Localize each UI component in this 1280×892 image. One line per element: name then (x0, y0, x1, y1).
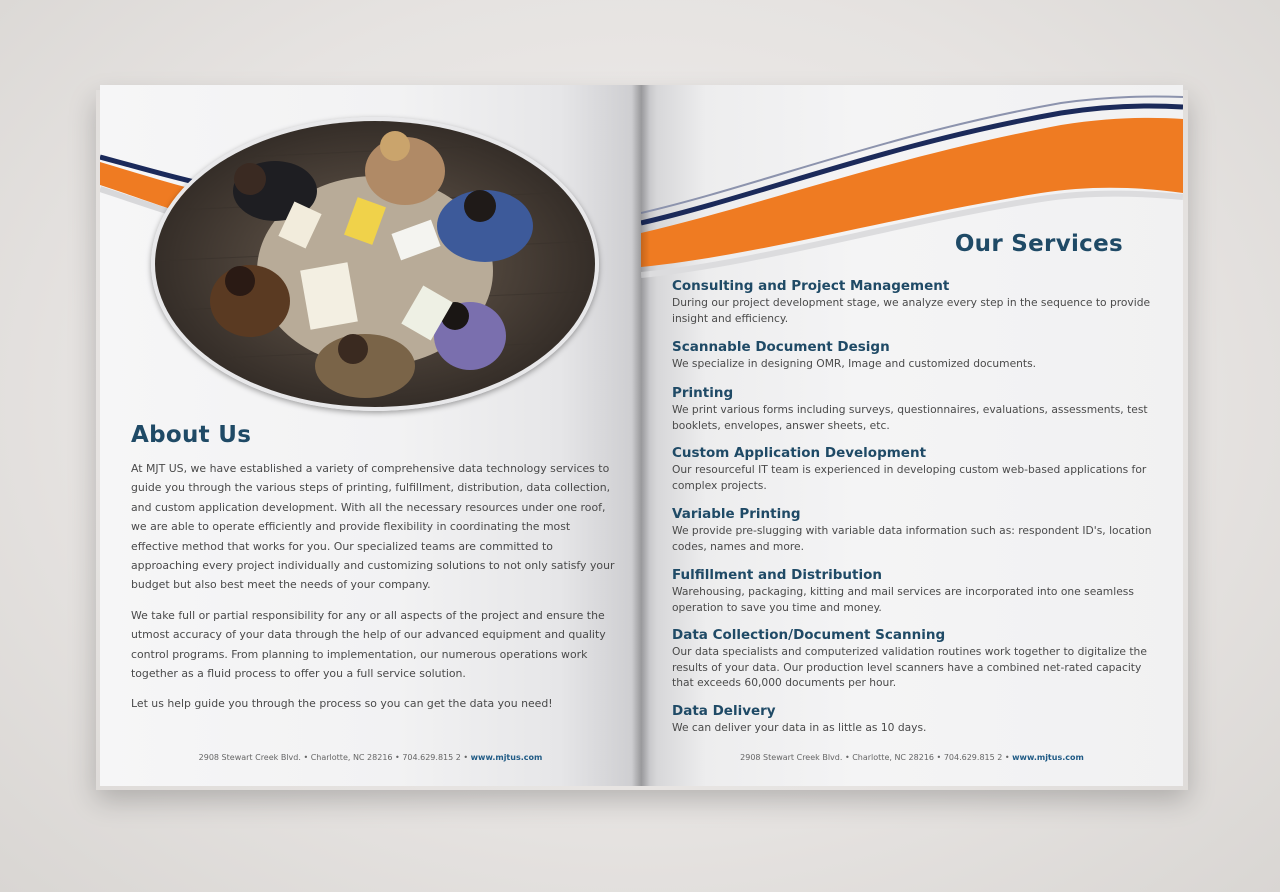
service-item (672, 567, 1152, 615)
our-services-heading: Our Services (954, 231, 1123, 257)
service-title: Custom Application Development (672, 445, 927, 461)
right-footer (641, 753, 1183, 762)
right-page (641, 85, 1183, 786)
service-title: Data Delivery (672, 703, 776, 719)
service-item (672, 385, 1152, 433)
about-paragraph: We take full or partial responsibility for any or all aspects of the project and ensure the utmost accuracy of your data through the help of our advanced equipment and quality control programs. From planning to implementation, our numerous operations work together as a fluid process to offer you a full service solution. (131, 608, 606, 681)
service-item (672, 445, 1152, 493)
service-title: Data Collection/Document Scanning (672, 627, 946, 643)
service-item (672, 278, 1152, 326)
service-title: Scannable Document Design (672, 339, 890, 355)
service-description: Our data specialists and computerized validation routines work together to digitalize the results of your data. Our production level scanners have a combined net-rated capacity that exceeds 60,000 documents per hour. (672, 645, 1147, 689)
about-us-heading: About Us (131, 422, 252, 448)
about-us-body (131, 459, 615, 725)
service-title: Variable Printing (672, 506, 801, 522)
service-description: We specialize in designing OMR, Image and customized documents. (672, 357, 1037, 370)
left-footer (100, 753, 641, 762)
center-fold (632, 85, 650, 786)
service-item (672, 506, 1152, 554)
service-title: Printing (672, 385, 734, 401)
about-paragraph: At MJT US, we have established a variety of comprehensive data technology services to guide you through the various steps of printing, fulfillment, distribution, data collection, and custom application development. With all the necessary resources under one roof, we are able to operate efficiently and provide flexibility in coordinating the most effective method that works for you. Our specialized teams are committed to approaching every project individually and customizing solutions to not only satisfy your budget but also best meet the needs of your company. (131, 462, 615, 592)
service-item (672, 627, 1152, 691)
footer-website-link[interactable]: www.mjtus.com (1012, 753, 1084, 762)
service-description: We can deliver your data in as little as 10 days. (672, 721, 927, 734)
service-description: During our project development stage, we analyze every step in the sequence to provide insight and efficiency. (672, 296, 1151, 325)
service-description: Our resourceful IT team is experienced in developing custom web-based applications for complex projects. (672, 463, 1147, 492)
team-meeting-photo (151, 117, 599, 411)
service-title: Fulfillment and Distribution (672, 567, 882, 583)
service-item (672, 339, 1152, 372)
service-title: Consulting and Project Management (672, 278, 950, 294)
footer-address: 2908 Stewart Creek Blvd. • Charlotte, NC 28216 • 704.629.815 2 • (740, 753, 1010, 762)
about-paragraph: Let us help guide you through the process so you can get the data you need! (131, 697, 553, 711)
footer-address: 2908 Stewart Creek Blvd. • Charlotte, NC 28216 • 704.629.815 2 • (198, 753, 469, 762)
service-item (672, 703, 1152, 736)
service-description: We print various forms including surveys, questionnaires, evaluations, assessments, test booklets, envelopes, answer sheets, etc. (672, 403, 1148, 432)
service-description: We provide pre-slugging with variable data information such as: respondent ID's, location codes, names and more. (672, 524, 1152, 553)
service-description: Warehousing, packaging, kitting and mail services are incorporated into one seamless operation to save you time and money. (672, 585, 1134, 614)
footer-website-link[interactable]: www.mjtus.com (470, 753, 543, 762)
left-page (100, 85, 641, 786)
